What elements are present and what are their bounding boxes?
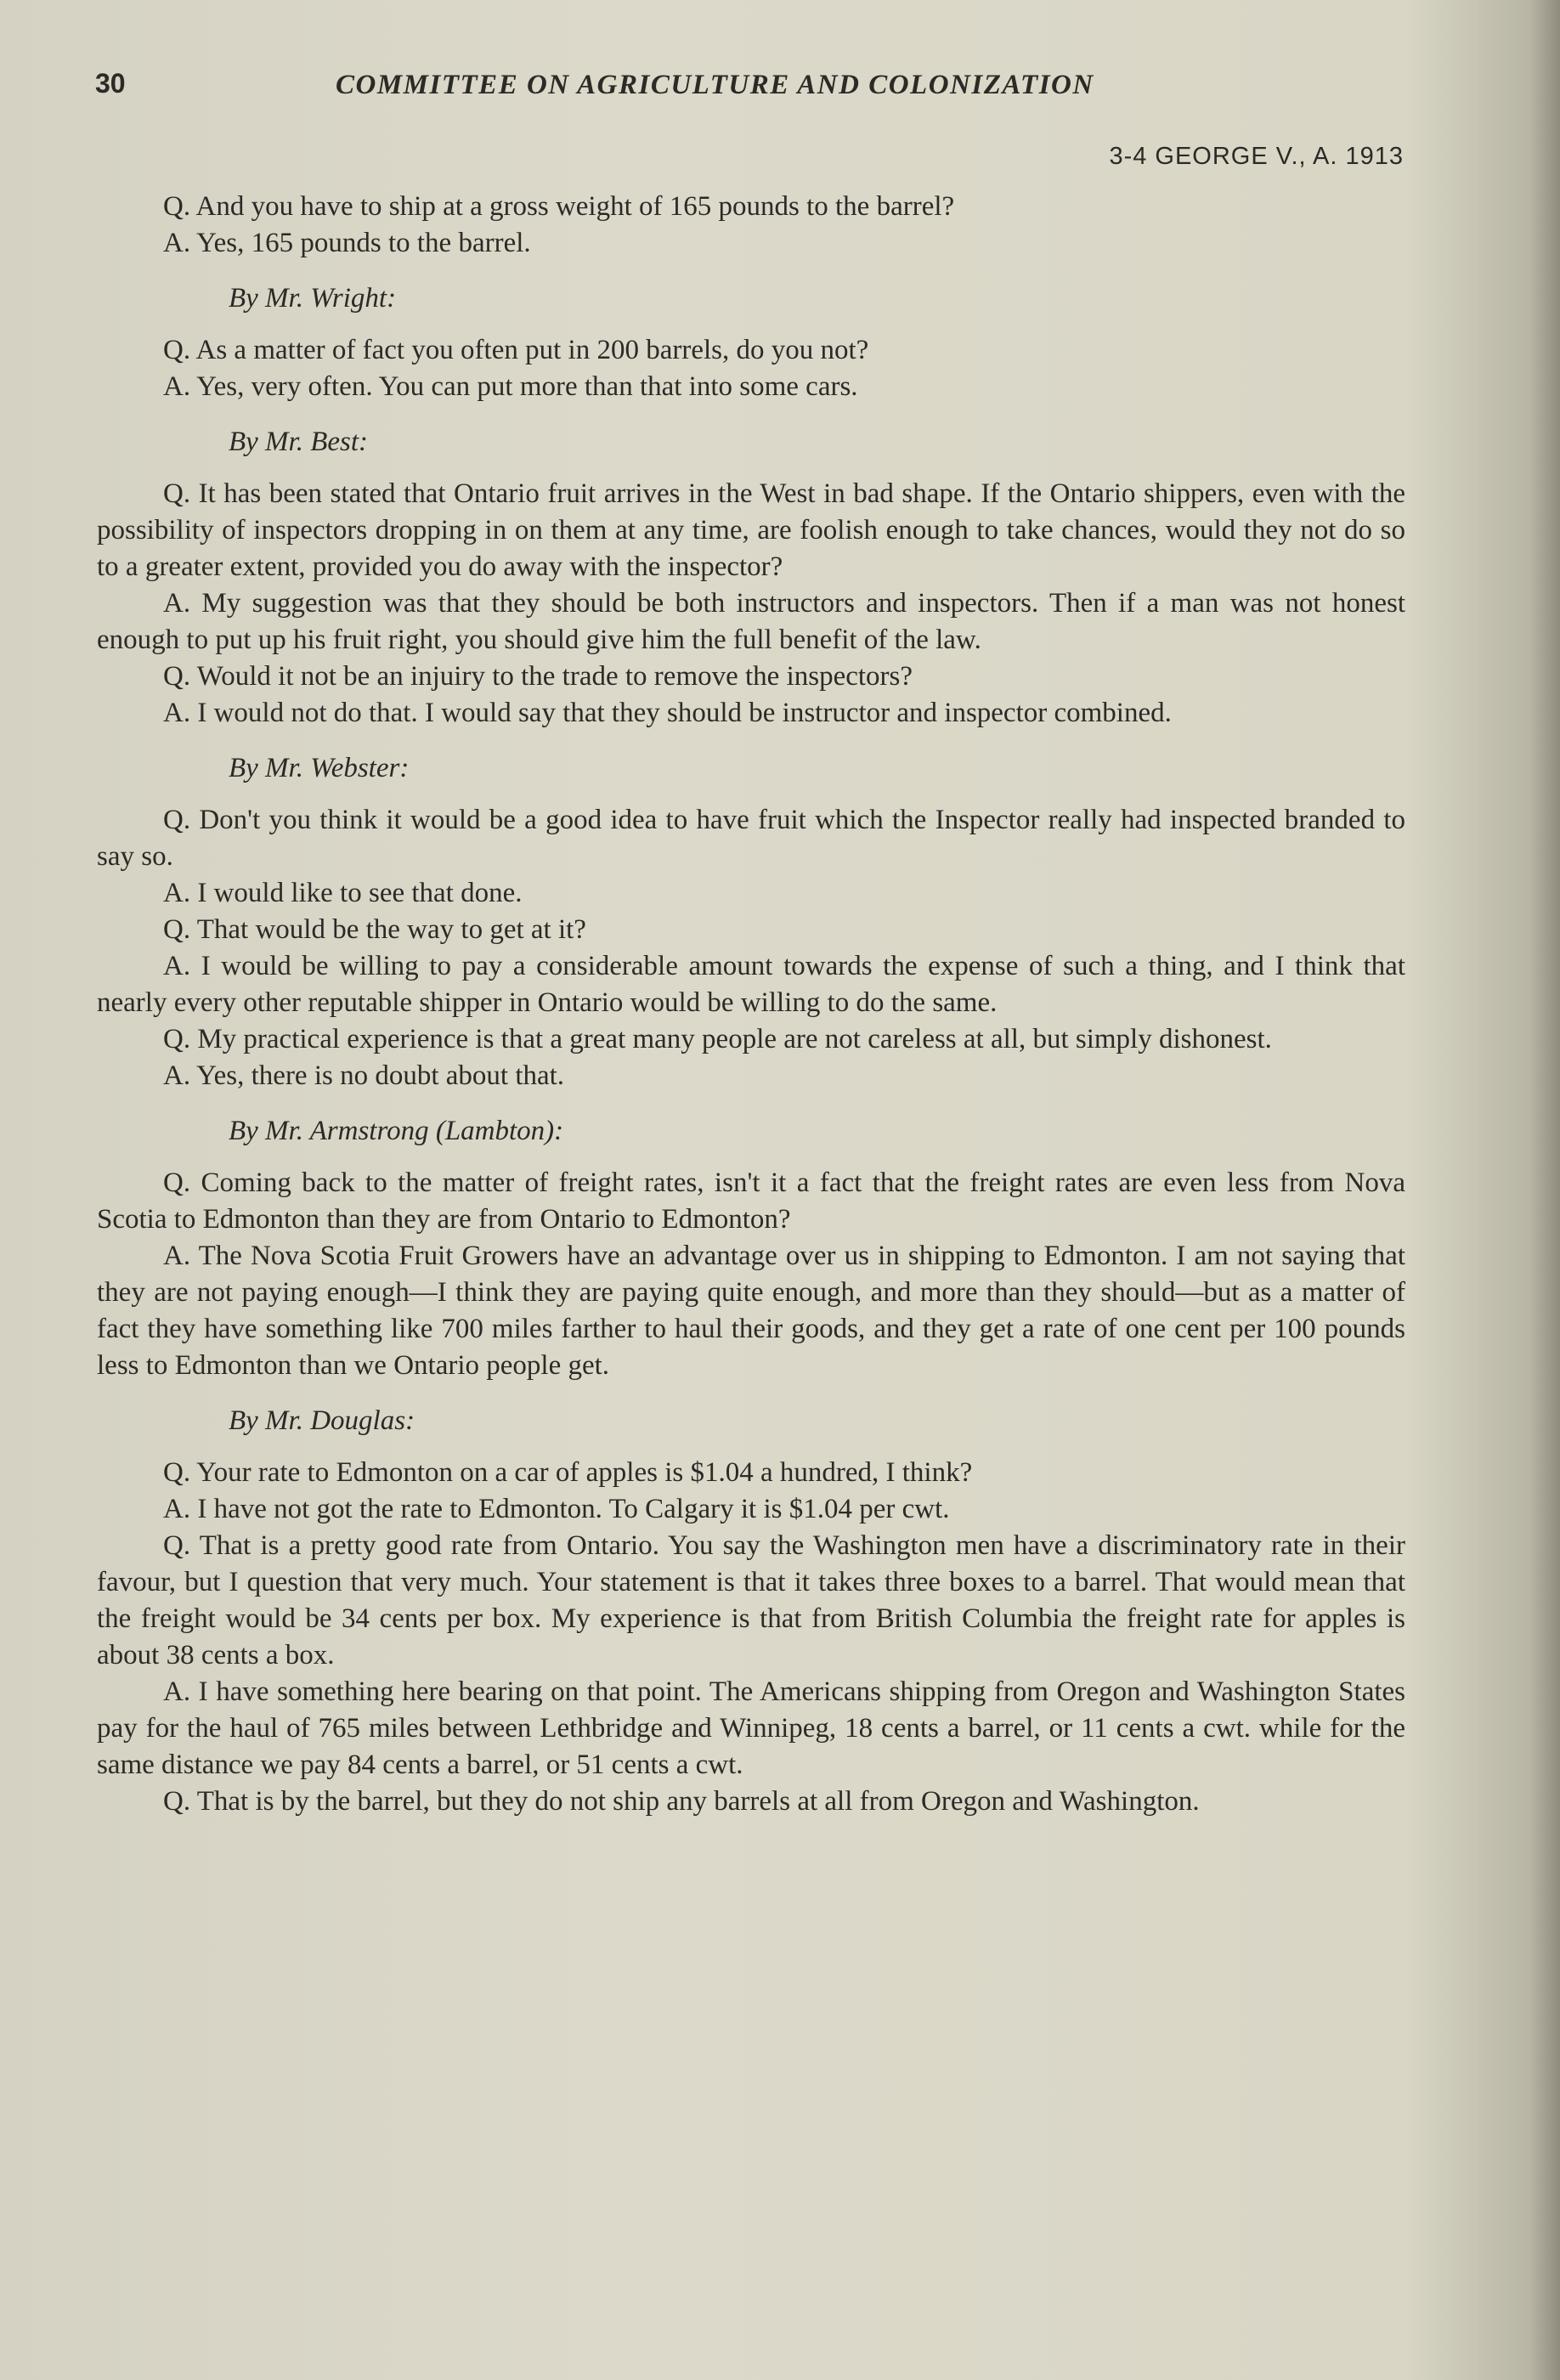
speaker-heading: By Mr. Armstrong (Lambton): [229, 1116, 564, 1146]
testimony-paragraph: Q. That would be the way to get at it? [163, 914, 586, 945]
testimony-paragraph: A. I have not got the rate to Edmonton. To Calgary it is $1.04 per cwt. [163, 1494, 950, 1524]
speaker-heading: By Mr. Douglas: [229, 1405, 415, 1436]
speaker-heading: By Mr. Best: [229, 427, 369, 457]
testimony-paragraph: Q. Your rate to Edmonton on a car of apples is $1.04 a hundred, I think? [163, 1457, 973, 1488]
speaker-heading: By Mr. Webster: [229, 753, 410, 783]
testimony-paragraph: Q. And you have to ship at a gross weight of 165 pounds to the barrel? [163, 191, 955, 222]
testimony-paragraph: Q. Coming back to the matter of freight rates, isn't it a fact that the freight rates are even less from Nova Scotia to Edmonton than they are from Ontario to Edmonton? [97, 1167, 1405, 1235]
session-reference: 3-4 GEORGE V., A. 1913 [1109, 143, 1404, 170]
speaker-heading: By Mr. Wright: [229, 283, 397, 314]
testimony-paragraph: A. I would be willing to pay a considerable amount towards the expense of such a thing, and I think that nearly every other reputable shipper in Ontario would be willing to do the same. [97, 951, 1405, 1018]
testimony-paragraph: Q. My practical experience is that a great many people are not careless at all, but simply dishonest. [163, 1024, 1272, 1054]
testimony-paragraph: A. Yes, very often. You can put more than that into some cars. [163, 371, 858, 402]
testimony-paragraph: Q. Don't you think it would be a good idea to have fruit which the Inspector really had inspected branded to say so. [97, 805, 1405, 872]
testimony-paragraph: A. Yes, 165 pounds to the barrel. [163, 228, 531, 258]
testimony-paragraph: Q. It has been stated that Ontario fruit arrives in the West in bad shape. If the Ontario shippers, even with the possibility of inspectors dropping in on them at any time, are foolish enough to take chances, would they not do so to a greater extent, provided you do away with the inspector? [97, 478, 1405, 582]
testimony-paragraph: A. My suggestion was that they should be both instructors and inspectors. Then if a man was not honest enough to put up his fruit right, you should give him the full benefit of the law. [97, 588, 1405, 655]
page-number: 30 [95, 68, 126, 99]
testimony-paragraph: A. I would not do that. I would say that they should be instructor and inspector combined. [163, 698, 1172, 728]
testimony-paragraph: Q. That is by the barrel, but they do not ship any barrels at all from Oregon and Washington. [163, 1786, 1200, 1817]
testimony-paragraph: A. The Nova Scotia Fruit Growers have an advantage over us in shipping to Edmonton. I am not saying that they are not paying enough—I think they are paying quite enough, and more than they should—but as a matter of fact they have something like 700 miles farther to haul their goods, and they get a rate of one cent per 100 pounds less to Edmonton than we Ontario people get. [97, 1241, 1405, 1381]
testimony-paragraph: A. I would like to see that done. [163, 878, 523, 908]
testimony-paragraph: A. Yes, there is no doubt about that. [163, 1060, 565, 1091]
testimony-paragraph: Q. Would it not be an injuiry to the trade to remove the inspectors? [163, 661, 913, 692]
testimony-paragraph: A. I have something here bearing on that point. The Americans shipping from Oregon and Washington States pay for the haul of 765 miles between Lethbridge and Winnipeg, 18 cents a barrel, or 11 cents a cwt. while for the same distance we pay 84 cents a barrel, or 51 cents a cwt. [97, 1676, 1405, 1780]
testimony-paragraph: Q. As a matter of fact you often put in 200 barrels, do you not? [163, 335, 869, 365]
running-head: COMMITTEE ON AGRICULTURE AND COLONIZATION [336, 70, 1094, 100]
testimony-body [97, 189, 1405, 1820]
testimony-paragraph: Q. That is a pretty good rate from Ontario. You say the Washington men have a discriminatory rate in their favour, but I question that very much. Your statement is that it takes three boxes to a barrel. That would mean that the freight would be 34 cents per box. My experience is that from British Columbia the freight rate for apples is about 38 cents a box. [97, 1530, 1405, 1671]
